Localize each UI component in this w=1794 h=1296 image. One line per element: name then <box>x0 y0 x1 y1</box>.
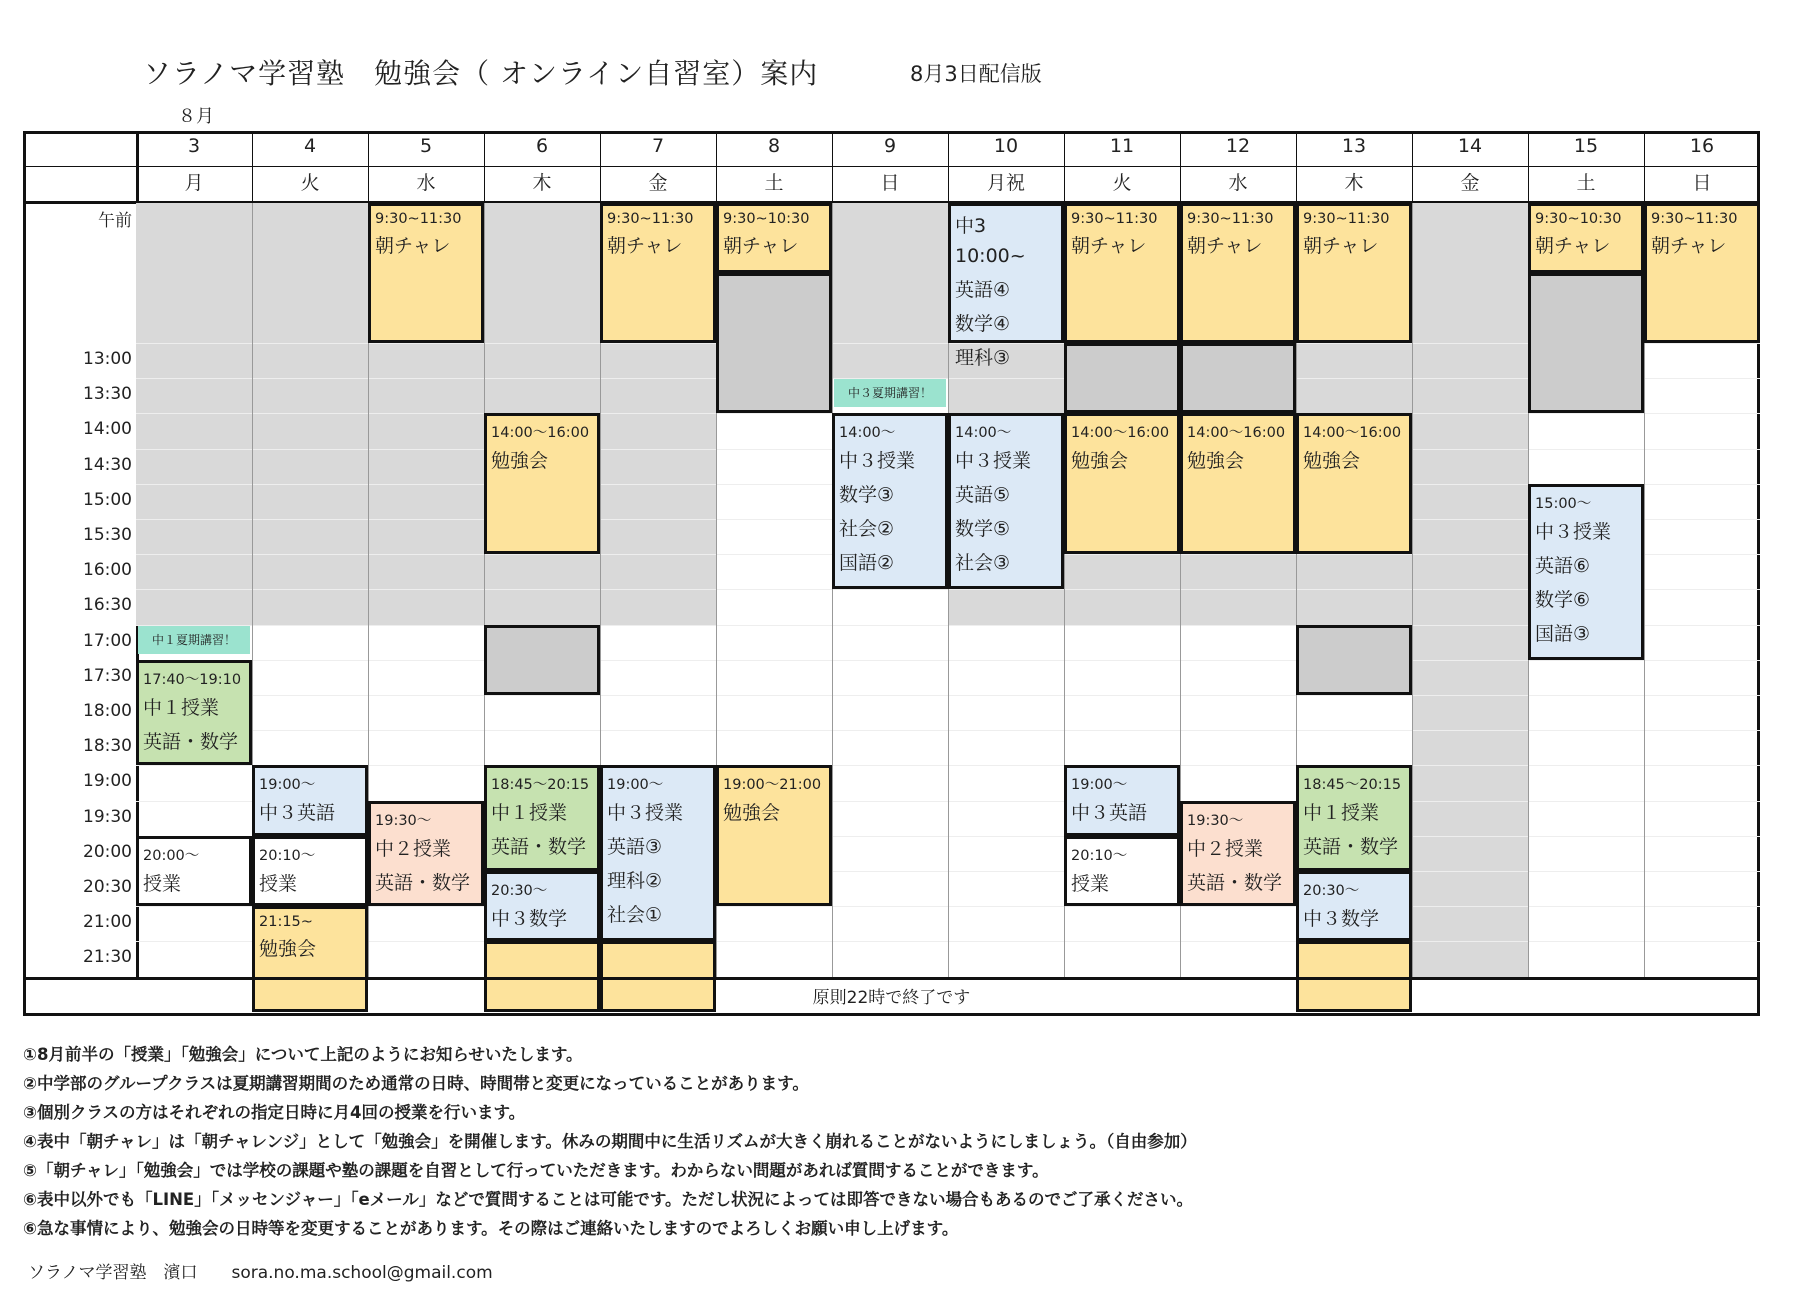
event-label: 授業 <box>259 872 298 895</box>
morning-challenge-block <box>1528 203 1644 273</box>
day-date: 4 <box>303 135 317 157</box>
event-label: 勉強会 <box>723 802 781 825</box>
morning-challenge-block <box>1064 203 1180 343</box>
jr3-english-block <box>1064 765 1180 835</box>
event-label: 勉強会 <box>1303 450 1361 473</box>
event-label: 中３英語 <box>1071 802 1148 825</box>
day-weekday: 木 <box>1344 172 1364 194</box>
day-date: 15 <box>1573 135 1599 157</box>
event-label: 理科② <box>607 870 663 893</box>
event-label: 朝チャレ <box>1187 235 1263 257</box>
jr3-class-block <box>1528 484 1644 660</box>
closing-time-note: 原則22時で終了です <box>812 988 971 1008</box>
event-time: 14:00〜16:00 <box>1071 425 1170 442</box>
notes-list <box>23 1040 1197 1243</box>
morning-challenge-block <box>716 203 832 273</box>
study-session-block <box>1296 413 1412 554</box>
day-weekday: 金 <box>1460 172 1480 194</box>
event-time: 15:00〜 <box>1535 495 1592 512</box>
event-label: 授業 <box>1071 872 1110 895</box>
event-time: 18:45〜20:15 <box>491 777 590 794</box>
day-date: 11 <box>1109 135 1135 157</box>
time-label: 午前 <box>98 211 132 231</box>
day-date: 8 <box>767 135 781 157</box>
event-label: 朝チャレ <box>1535 235 1611 257</box>
day-weekday: 月祝 <box>986 172 1025 194</box>
column-line <box>832 203 833 980</box>
event-time: 14:00〜 <box>955 425 1012 442</box>
time-label: 21:00 <box>83 912 132 933</box>
event-time: 9:30~11:30 <box>375 211 462 227</box>
event-label: 朝チャレ <box>723 235 799 257</box>
time-label: 13:00 <box>83 349 132 369</box>
time-label: 21:30 <box>83 947 132 968</box>
morning-challenge-block <box>1644 203 1760 343</box>
time-label: 14:30 <box>83 454 132 475</box>
time-label: 15:00 <box>83 489 132 510</box>
time-label: 20:00 <box>83 841 132 862</box>
event-time: 20:10〜 <box>259 847 316 864</box>
jr3-math-block <box>1296 871 1412 941</box>
event-label: 社会② <box>839 518 895 541</box>
event-label: 中３数学 <box>491 908 568 930</box>
note-item: ⑥表中以外でも「LINE」「メッセンジャー」「eメール」などで質問することは可能です。ただし状況によっては即答できない場合もあるのでご了承ください。 <box>23 1190 1194 1209</box>
time-label: 19:30 <box>83 806 132 827</box>
time-label: 13:30 <box>83 384 132 405</box>
day-weekday: 日 <box>880 172 900 194</box>
event-label: 中１授業 <box>1303 802 1380 825</box>
time-label: 20:30 <box>83 877 132 897</box>
closed-block <box>484 625 600 695</box>
event-time: 20:30〜 <box>491 883 548 899</box>
event-time: 20:10〜 <box>1071 847 1128 864</box>
event-label: 中１授業 <box>491 802 568 825</box>
day-date: 7 <box>651 135 665 157</box>
event-label: 中３授業 <box>839 450 916 473</box>
summer-course-tag: 中１夏期講習！ <box>138 626 250 654</box>
event-time: 19:00〜 <box>1071 777 1128 794</box>
event-time: 19:00〜 <box>607 777 664 794</box>
event-time: 19:00〜21:00 <box>723 777 822 794</box>
lesson-block <box>136 836 252 906</box>
event-time: 20:00〜 <box>143 847 200 864</box>
day-weekday: 月 <box>184 172 204 194</box>
event-label: 中２授業 <box>375 837 452 860</box>
event-time: 17:40〜19:10 <box>143 671 242 688</box>
jr3-class-block <box>832 413 948 589</box>
lesson-block <box>1064 836 1180 906</box>
event-label: 数学④ <box>955 313 1011 335</box>
month-label: ８月 <box>178 106 214 127</box>
time-label: 18:00 <box>83 701 132 721</box>
event-label: 勉強会 <box>491 450 549 473</box>
day-weekday: 火 <box>1112 172 1132 194</box>
event-label: 英語・数学 <box>143 730 239 753</box>
morning-challenge-block <box>1180 203 1296 343</box>
signature: ソラノマ学習塾 濱口 sora.no.ma.school@gmail.com <box>28 1263 493 1283</box>
study-session-block <box>1064 413 1180 554</box>
day-weekday: 水 <box>1228 172 1248 194</box>
morning-challenge-block <box>1296 203 1412 343</box>
event-time: 9:30~10:30 <box>1535 211 1622 227</box>
morning-challenge-block <box>368 203 484 343</box>
event-time: 21:15~ <box>259 914 313 931</box>
note-item: ⑥急な事情により、勉強会の日時等を変更することがあります。その際はご連絡いたしますのでよろしくお願い申し上げます。 <box>23 1219 959 1238</box>
event-label: 中3 10:00~ <box>955 215 1026 267</box>
time-label: 19:00 <box>83 771 132 792</box>
closed-block <box>1180 343 1296 413</box>
day-weekday: 土 <box>764 172 784 194</box>
time-label: 16:30 <box>83 595 132 616</box>
jr1-class-block <box>484 765 600 871</box>
event-label: 朝チャレ <box>375 235 451 257</box>
event-label: 英語・数学 <box>375 871 471 894</box>
event-label: 勉強会 <box>1071 450 1129 473</box>
column-line <box>1412 203 1413 980</box>
note-item: ⑤「朝チャレ」「勉強会」では学校の課題や塾の課題を自習として行っていただきます。わからない問題があれば質問することができます。 <box>23 1161 1049 1180</box>
event-label: 朝チャレ <box>607 235 683 257</box>
event-label: 社会① <box>607 904 663 927</box>
event-label: 中３授業 <box>1535 520 1612 543</box>
lesson-block <box>252 836 368 906</box>
day-date: 6 <box>535 135 549 157</box>
closed-block <box>716 273 832 413</box>
note-item: ④表中「朝チャレ」は「朝チャレンジ」として「勉強会」を開催します。休みの期間中に生活リズムが大きく崩れることがないようにしましょう。（自由参加） <box>23 1132 1197 1151</box>
event-label: 社会③ <box>955 552 1011 575</box>
day-date: 12 <box>1225 135 1251 157</box>
jr2-class-block <box>1180 801 1296 907</box>
event-label: 中３授業 <box>955 450 1032 473</box>
event-label: 数学③ <box>839 484 895 507</box>
event-label: 英語⑤ <box>955 484 1011 507</box>
event-label: 中２授業 <box>1187 837 1264 860</box>
note-item: ①8月前半の「授業」「勉強会」について上記のようにお知らせいたします。 <box>23 1045 583 1064</box>
event-time: 9:30~11:30 <box>607 211 694 227</box>
event-label: 国語③ <box>1535 622 1591 645</box>
event-time: 14:00〜16:00 <box>1303 425 1402 442</box>
event-time: 20:30〜 <box>1303 883 1360 899</box>
day-weekday: 金 <box>648 172 668 194</box>
event-label: 中３数学 <box>1303 908 1380 930</box>
day-weekday: 土 <box>1576 172 1596 194</box>
event-label: 理科③ <box>955 347 1011 369</box>
jr1-class-block <box>136 660 252 766</box>
day-date: 3 <box>187 135 201 157</box>
day-date: 16 <box>1689 135 1715 157</box>
time-label: 15:30 <box>83 525 132 545</box>
event-label: 授業 <box>143 872 182 895</box>
event-label: 中３英語 <box>259 802 336 825</box>
day-weekday: 水 <box>416 172 436 194</box>
event-label: 英語⑥ <box>1535 554 1591 577</box>
event-time: 9:30~11:30 <box>1303 211 1390 227</box>
note-item: ②中学部のグループクラスは夏期講習期間のため通常の日時、時間帯と変更になっていることがあります。 <box>23 1074 809 1093</box>
closed-area <box>832 203 948 378</box>
study-session-block <box>1180 413 1296 554</box>
event-label: 英語・数学 <box>491 836 587 859</box>
study-session-block <box>484 413 600 554</box>
event-time: 18:45〜20:15 <box>1303 777 1402 794</box>
time-label: 17:30 <box>83 665 132 686</box>
edition-label: 8月3日配信版 <box>910 62 1042 86</box>
event-label: 英語③ <box>607 836 663 859</box>
jr3-english-block <box>252 765 368 835</box>
day-date: 10 <box>993 135 1019 157</box>
event-time: 19:30〜 <box>1187 812 1244 829</box>
closed-block <box>1064 343 1180 413</box>
morning-challenge-block <box>600 203 716 343</box>
closed-block <box>1528 273 1644 413</box>
jr3-class-block <box>948 413 1064 589</box>
day-weekday: 木 <box>532 172 552 194</box>
day-date: 13 <box>1341 135 1367 157</box>
day-date: 5 <box>419 135 433 157</box>
jr3-math-block <box>484 871 600 941</box>
page-title: ソラノマ学習塾 勉強会（ オンライン自習室）案内 <box>143 57 819 90</box>
event-time: 14:00〜16:00 <box>491 425 590 442</box>
time-label: 18:30 <box>83 736 132 757</box>
day-date: 14 <box>1457 135 1483 157</box>
event-label: 国語② <box>839 552 895 575</box>
event-label: 勉強会 <box>1187 450 1245 473</box>
event-label: 英語・数学 <box>1303 836 1399 859</box>
day-date: 9 <box>883 135 897 157</box>
event-time: 9:30~10:30 <box>723 211 810 227</box>
time-label: 17:00 <box>83 630 132 651</box>
event-time: 9:30~11:30 <box>1071 211 1158 227</box>
study-session-block <box>716 765 832 906</box>
event-label: 勉強会 <box>259 938 317 961</box>
event-label: 朝チャレ <box>1303 235 1379 257</box>
event-label: 英語④ <box>955 279 1011 301</box>
event-label: 朝チャレ <box>1651 235 1727 257</box>
jr1-class-block <box>1296 765 1412 871</box>
time-label: 16:00 <box>83 560 132 581</box>
event-label: 中１授業 <box>143 696 220 719</box>
event-label: 数学⑤ <box>955 518 1011 541</box>
event-label: 数学⑥ <box>1535 588 1591 611</box>
day-weekday: 日 <box>1692 172 1712 194</box>
event-label: 中３授業 <box>607 802 684 825</box>
event-time: 9:30~11:30 <box>1651 211 1738 227</box>
event-time: 9:30~11:30 <box>1187 211 1274 227</box>
event-time: 19:30〜 <box>375 812 432 829</box>
note-item: ③個別クラスの方はそれぞれの指定日時に月4回の授業を行います。 <box>23 1103 526 1122</box>
event-time: 19:00〜 <box>259 777 316 794</box>
event-time: 14:00〜16:00 <box>1187 425 1286 442</box>
day-weekday: 火 <box>300 172 320 194</box>
jr3-class-block <box>600 765 716 941</box>
closed-block <box>1296 625 1412 695</box>
summer-course-tag: 中３夏期講習！ <box>834 379 946 407</box>
event-label: 英語・数学 <box>1187 871 1283 894</box>
event-time: 14:00〜 <box>839 425 896 442</box>
jr3-class-block <box>948 203 1064 369</box>
event-label: 朝チャレ <box>1071 235 1147 257</box>
time-label: 14:00 <box>83 419 132 440</box>
jr2-class-block <box>368 801 484 907</box>
